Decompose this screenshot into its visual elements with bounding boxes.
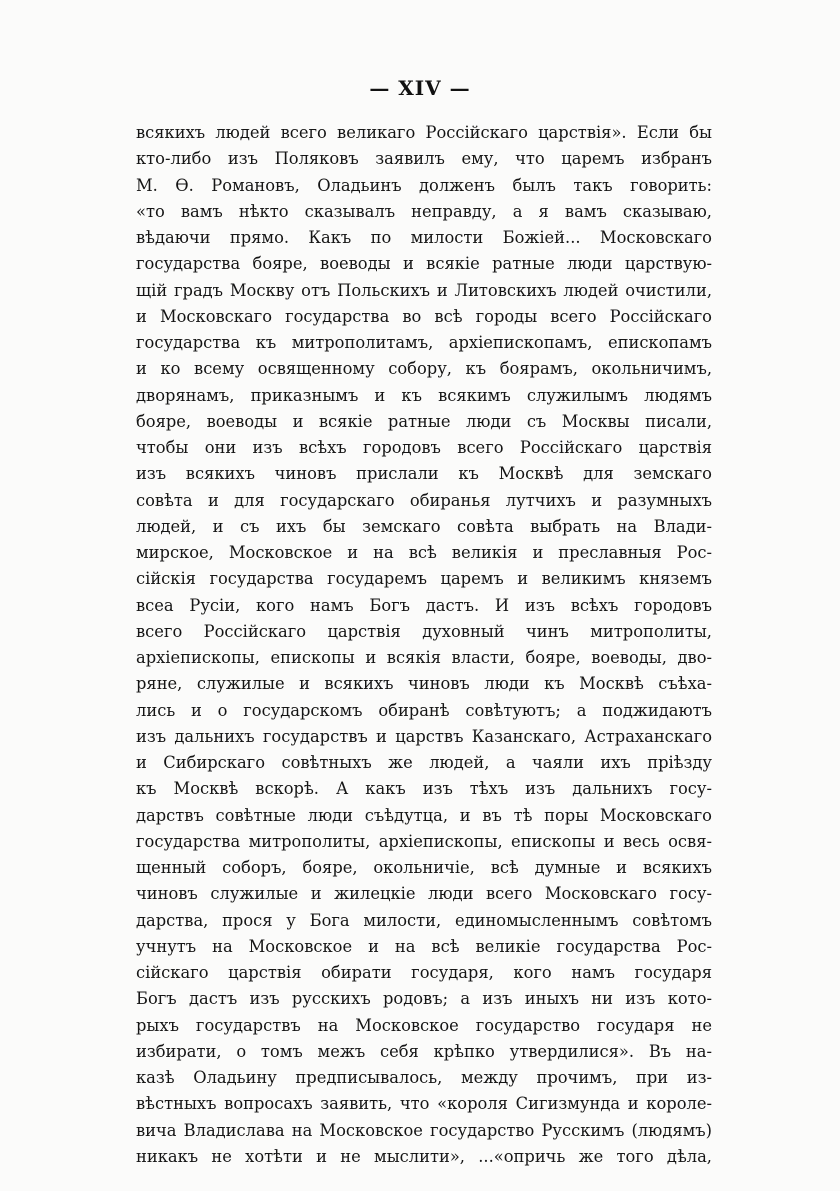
text-line: и ко всему освященному собору, къ боярамъ, окольничимъ, [136, 359, 712, 379]
text-line: дворянамъ, приказнымъ и къ всякимъ служилымъ людямъ [136, 385, 712, 405]
text-line: «то вамъ нѣкто сказывалъ неправду, а я вамъ сказываю, [136, 201, 712, 221]
text-line: щенный соборъ, бояре, окольничіе, всѣ думные и всякихъ [136, 858, 712, 877]
text-line: дарствъ совѣтные люди съѣдутца, и въ тѣ поры Московскаго [136, 805, 712, 825]
text-line: чтобы они изъ всѣхъ городовъ всего Россійскаго царствія [136, 438, 712, 457]
text-line: государства къ митрополитамъ, архіепископамъ, епископамъ [136, 333, 712, 352]
text-line: всеа Русіи, кого намъ Богъ дастъ. И изъ всѣхъ городовъ [136, 595, 712, 615]
text-line: государства бояре, воеводы и всякіе ратные люди царствую- [136, 254, 712, 274]
text-line: чиновъ служилые и жилецкіе люди всего Московскаго госу- [136, 884, 712, 904]
page-body-text [136, 120, 712, 1170]
text-line: государства митрополиты, архіепископы, епископы и весь освя- [136, 831, 712, 851]
text-line: и Московскаго государства во всѣ городы всего Россійскаго [136, 306, 712, 326]
text-line: всякихъ людей всего великаго Россійскаго царствія». Если бы [136, 123, 712, 142]
text-line: мирское, Московское и на всѣ великія и преславныя Рос- [136, 543, 712, 562]
text-line: ряне, служилые и всякихъ чиновъ люди къ Москвѣ съѣха- [136, 674, 712, 694]
text-line: вича Владислава на Московское государство Русскимъ (людямъ) [136, 1120, 712, 1140]
text-line: щій градъ Москву отъ Польскихъ и Литовскихъ людей очистили, [136, 280, 712, 300]
text-line: и Сибирскаго совѣтныхъ же людей, а чаяли ихъ пріѣзду [136, 753, 712, 772]
text-line: учнутъ на Московское и на всѣ великіе государства Рос- [136, 936, 712, 956]
text-line: лись и о государскомъ обиранѣ совѣтуютъ; а поджидаютъ [136, 700, 712, 720]
text-line: вѣдаючи прямо. Какъ по милости Божіей... Московскаго [136, 228, 712, 247]
text-line: сійскія государства государемъ царемъ и великимъ княземъ [136, 569, 712, 589]
text-line: бояре, воеводы и всякіе ратные люди съ Москвы писали, [136, 411, 712, 431]
text-line: людей, и съ ихъ бы земскаго совѣта выбрать на Влади- [136, 516, 712, 536]
text-line: изъ всякихъ чиновъ прислали къ Москвѣ для земскаго [136, 464, 712, 484]
text-line: Богъ дастъ изъ русскихъ родовъ; а изъ иныхъ ни изъ кото- [136, 989, 712, 1009]
text-line: кто-либо изъ Поляковъ заявилъ ему, что царемъ избранъ [136, 149, 712, 169]
text-line: сійскаго царствія обирати государя, кого намъ государя [136, 963, 712, 982]
page-number-header: — XIV — [369, 76, 471, 100]
text-line: вѣстныхъ вопросахъ заявить, что «короля Сигизмунда и короле- [136, 1094, 712, 1114]
text-line: совѣта и для государскаго обиранья лутчихъ и разумныхъ [136, 490, 712, 510]
text-line: рыхъ государствъ на Московское государство государя не [136, 1015, 712, 1035]
text-line: всего Россійскаго царствія духовный чинъ митрополиты, [136, 621, 712, 641]
text-line: М. Ѳ. Романовъ, Оладьинъ долженъ былъ такъ говорить: [136, 175, 712, 195]
text-line: никакъ не хотѣти и не мыслити», ...«опричь же того дѣла, [136, 1146, 712, 1166]
text-line: избирати, о томъ межъ себя крѣпко утвердилися». Въ на- [136, 1041, 712, 1061]
text-line: изъ дальнихъ государствъ и царствъ Казанскаго, Астраханскаго [136, 726, 712, 746]
text-line: дарства, прося у Бога милости, единомысленнымъ совѣтомъ [136, 910, 712, 930]
text-line: къ Москвѣ вскорѣ. А какъ изъ тѣхъ изъ дальнихъ госу- [136, 779, 712, 799]
text-line: архіепископы, епископы и всякія власти, бояре, воеводы, дво- [136, 648, 712, 667]
text-line: казѣ Оладьину предписывалось, между прочимъ, при из- [136, 1068, 712, 1087]
